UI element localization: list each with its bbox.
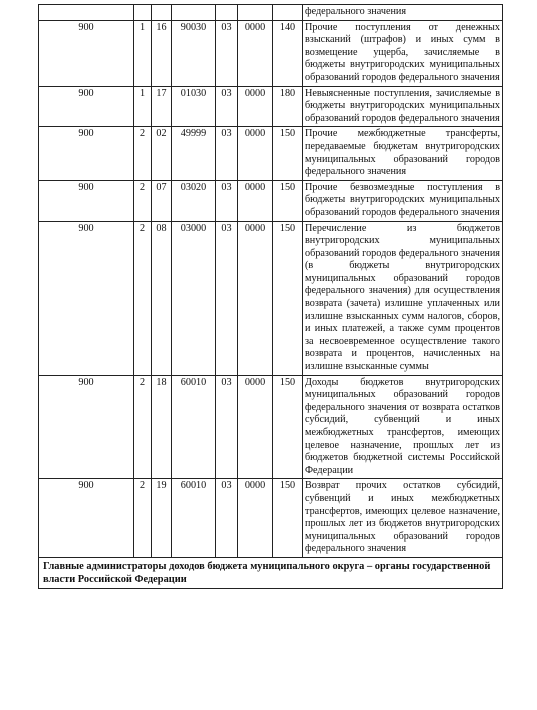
code-article-cell: 60010 bbox=[172, 479, 216, 558]
code-group-cell: 2 bbox=[134, 479, 152, 558]
code-group-cell: 2 bbox=[134, 375, 152, 479]
revenue-description-cell: Возврат прочих остатков субсидий, субвенций и иных межбюджетных трансфертов, имеющих целевое назначение, прошлых лет из бюджетов внутригородских муниципальных образований городов федерального значения bbox=[303, 479, 503, 558]
code-article-cell: 01030 bbox=[172, 86, 216, 127]
revenue-description-cell: Доходы бюджетов внутригородских муниципальных образований городов федерального значения от возврата остатков субсидий, субвенций и иных межбюджетных трансфертов, имеющих целевое назначение, прошлых лет из бюджетов бюджетной системы Российской Федерации bbox=[303, 375, 503, 479]
revenue-description-cell: Прочие межбюджетные трансферты, передаваемые бюджетам внутригородских муниципальных образований городов федерального значения bbox=[303, 127, 503, 180]
code-subgroup-cell: 08 bbox=[152, 221, 172, 375]
table-body bbox=[39, 5, 503, 589]
code-program-cell: 0000 bbox=[238, 180, 273, 221]
code-subgroup-cell: 07 bbox=[152, 180, 172, 221]
admin-code-cell: 900 bbox=[39, 86, 134, 127]
code-program-cell: 0000 bbox=[238, 127, 273, 180]
table-row bbox=[39, 180, 503, 221]
table-row bbox=[39, 127, 503, 180]
code-subgroup-cell: 18 bbox=[152, 375, 172, 479]
code-group-cell: 2 bbox=[134, 180, 152, 221]
code-program-cell: 0000 bbox=[238, 20, 273, 86]
code-element-cell: 03 bbox=[216, 86, 238, 127]
table-row bbox=[39, 20, 503, 86]
code-element-cell: 03 bbox=[216, 479, 238, 558]
table-row bbox=[39, 557, 503, 588]
revenue-description-cell: Прочие безвозмездные поступления в бюджеты внутригородских муниципальных образований городов федерального значения bbox=[303, 180, 503, 221]
code-article-cell: 03000 bbox=[172, 221, 216, 375]
code-group-cell: 1 bbox=[134, 20, 152, 86]
code-program-cell: 0000 bbox=[238, 375, 273, 479]
code-group-cell: 1 bbox=[134, 86, 152, 127]
code-element-cell: 03 bbox=[216, 180, 238, 221]
code-economic-cell: 180 bbox=[273, 86, 303, 127]
code-article-cell: 49999 bbox=[172, 127, 216, 180]
revenue-description-cell: Невыясненные поступления, зачисляемые в бюджеты внутригородских муниципальных образований городов федерального значения bbox=[303, 86, 503, 127]
admin-code-cell: 900 bbox=[39, 221, 134, 375]
admin-code-cell: 900 bbox=[39, 127, 134, 180]
admin-code-cell: 900 bbox=[39, 180, 134, 221]
code-subgroup-cell: 19 bbox=[152, 479, 172, 558]
table-row bbox=[39, 221, 503, 375]
admin-code-cell: 900 bbox=[39, 479, 134, 558]
code-economic-cell: 150 bbox=[273, 127, 303, 180]
code-subgroup-cell: 17 bbox=[152, 86, 172, 127]
continued-description: федерального значения bbox=[303, 5, 503, 21]
code-economic-cell: 150 bbox=[273, 375, 303, 479]
code-economic-cell: 140 bbox=[273, 20, 303, 86]
code-program-cell: 0000 bbox=[238, 221, 273, 375]
code-subgroup-cell: 02 bbox=[152, 127, 172, 180]
table-row bbox=[39, 86, 503, 127]
table-row bbox=[39, 375, 503, 479]
code-economic-cell: 150 bbox=[273, 221, 303, 375]
code-article-cell: 60010 bbox=[172, 375, 216, 479]
table-row bbox=[39, 479, 503, 558]
admin-code-cell: 900 bbox=[39, 20, 134, 86]
code-economic-cell: 150 bbox=[273, 180, 303, 221]
code-group-cell: 2 bbox=[134, 221, 152, 375]
code-element-cell: 03 bbox=[216, 127, 238, 180]
code-element-cell: 03 bbox=[216, 20, 238, 86]
admin-code-cell: 900 bbox=[39, 375, 134, 479]
code-economic-cell: 150 bbox=[273, 479, 303, 558]
revenue-description-cell: Прочие поступления от денежных взысканий (штрафов) и иных сумм в возмещение ущерба, зачисляемые в бюджеты внутригородских муниципальных образований городов федерального значения bbox=[303, 20, 503, 86]
section-heading: Главные администраторы доходов бюджета муниципального округа – органы государственной власти Российской Федерации bbox=[39, 557, 503, 588]
code-group-cell: 2 bbox=[134, 127, 152, 180]
revenue-codes-table bbox=[38, 4, 503, 589]
code-element-cell: 03 bbox=[216, 221, 238, 375]
code-subgroup-cell: 16 bbox=[152, 20, 172, 86]
table-row bbox=[39, 5, 503, 21]
code-article-cell: 90030 bbox=[172, 20, 216, 86]
code-program-cell: 0000 bbox=[238, 479, 273, 558]
code-article-cell: 03020 bbox=[172, 180, 216, 221]
code-program-cell: 0000 bbox=[238, 86, 273, 127]
revenue-description-cell: Перечисление из бюджетов внутригородских муниципальных образований городов федерального значения (в бюджеты внутригородских муниципальных образований городов федерального значения) для осуществления возврата (зачета) излишне уплаченных или излишне взысканных сумм налогов, сборов, и иных платежей, а также сумм процентов за несвоевременное осуществление такого возврата и процентов, начисленных на излишне взысканные суммы bbox=[303, 221, 503, 375]
code-element-cell: 03 bbox=[216, 375, 238, 479]
